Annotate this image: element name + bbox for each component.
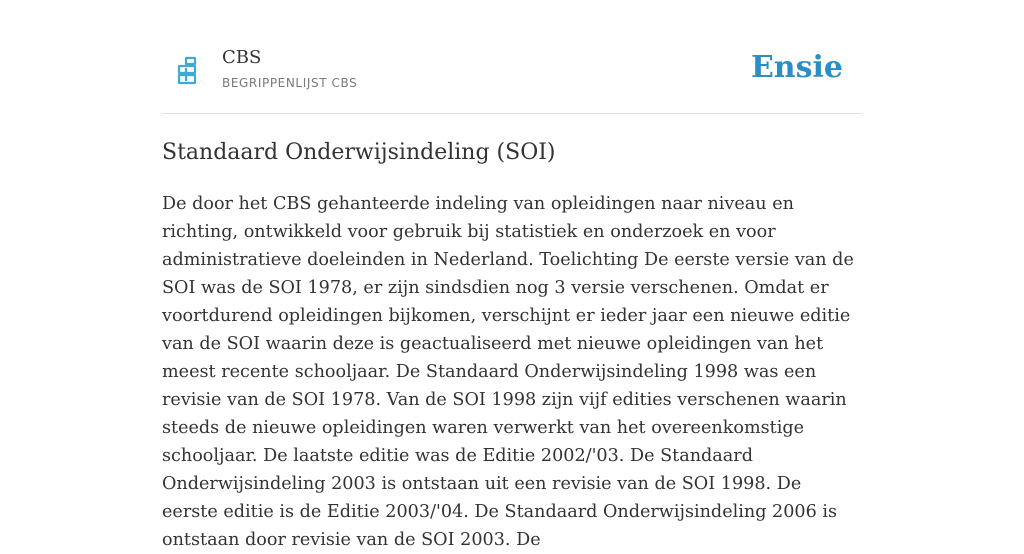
page-title: Standaard Onderwijsindeling (SOI) bbox=[162, 140, 556, 165]
content-container bbox=[162, 0, 862, 550]
ensie-brand-link[interactable]: Ensie bbox=[750, 50, 843, 85]
site-header bbox=[162, 0, 862, 114]
org-subtitle[interactable]: BEGRIPPENLIJST CBS bbox=[222, 76, 358, 90]
definition-text: De door het CBS gehanteerde indeling van opleidingen naar niveau en richting, ontwikkeld voor gebruik bij statistiek en onderzoek en voor administratieve doeleinden in Nederland. Toelichting De eerste versie van de SOI was de SOI 1978, er zijn sindsdien nog 3 versie verschenen. Omdat er voortdurend opleidingen bijkomen, verschijnt er ieder jaar een nieuwe editie van de SOI waarin deze is geactualiseerd met nieuwe opleidingen van het meest recente schooljaar. De Standaard Onderwijsindeling 1998 was een revisie van de SOI 1978. Van de SOI 1998 zijn vijf edities verschenen waarin steeds de nieuwe opleidingen waren verwerkt van het overeenkomstige schooljaar. De laatste editie was de Editie 2002/'03. De Standaard Onderwijsindeling 2003 is ontstaan uit een revisie van de SOI 1998. De eerste editie is de Editie 2003/'04. De Standaard Onderwijsindeling 2006 is ontstaan door revisie van de SOI 2003. De bbox=[162, 194, 854, 550]
cbs-logo-icon[interactable] bbox=[176, 56, 198, 86]
org-name[interactable]: CBS bbox=[222, 47, 262, 68]
